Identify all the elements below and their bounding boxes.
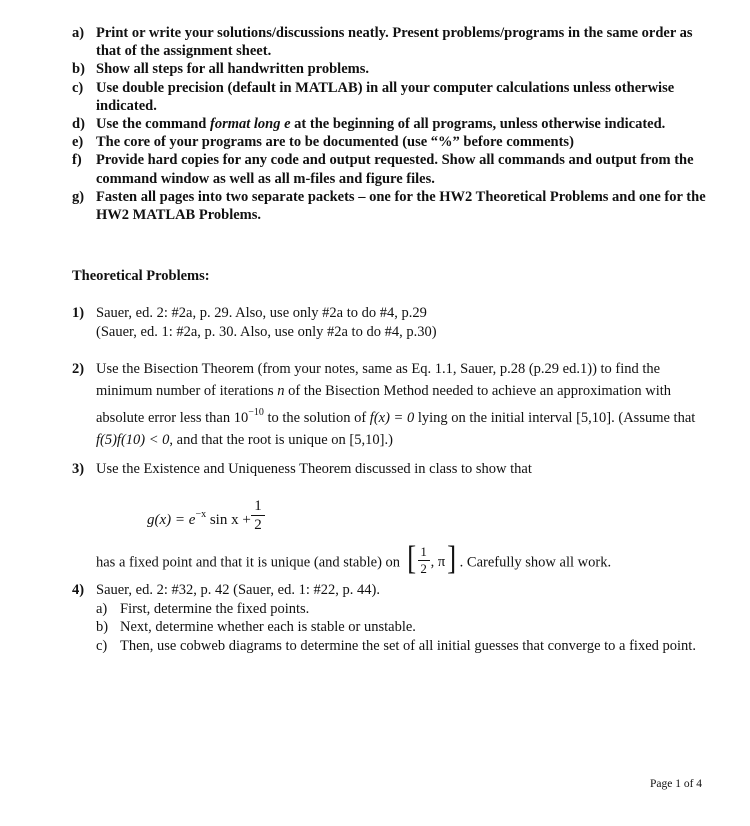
sign-condition: f(5)f(10) < 0 [96,431,170,448]
sub-label: a) [96,600,108,617]
sub-text: Then, use cobweb diagrams to determine the set of all initial guesses that converge to a fixed point. [120,637,696,654]
variable-n: n [277,382,285,399]
instruction-item [72,133,712,151]
instruction-text: Fasten all pages into two separate packets – one for the HW2 Theoretical Problems and one for the HW2 MATLAB Problems. [96,188,706,224]
problem-text: Sauer, ed. 2: #32, p. 42 (Sauer, ed. 1: #22, p. 44). [96,582,380,598]
text-run: Use the Bisection Theorem (from your notes, same as Eq. 1.1, Sauer, p.28 (p.29 ed.1)) to find the minimum number of iterations [96,361,661,399]
sub-label: b) [96,619,109,635]
formula-fraction [251,497,265,534]
problem-1 [72,304,712,341]
tolerance-base: 10 [233,410,249,426]
interval-fraction [418,544,430,577]
problem-number: 4) [72,582,85,598]
problem-text: (Sauer, ed. 1: #2a, p. 30. Also, use only #2a to do #4, p.30) [96,323,437,340]
instruction-item [72,24,712,60]
instruction-text: Print or write your solutions/discussions neatly. Present problems/programs in the same order as that of the assignment sheet. [96,25,693,60]
problem-4 [72,581,712,655]
fraction-numerator: 1 [254,498,262,514]
instruction-text: Use the command [96,116,210,133]
text-run: lying on the initial interval [5,10]. (Assume that [414,410,696,426]
instruction-text: The core of your programs are to be documented (use “%” before comments) [96,134,574,151]
problem-3-continuation [96,540,612,578]
page-number: Page 1 of 4 [650,778,703,790]
instruction-label: b) [72,61,85,78]
instruction-text: at the beginning of all programs, unless otherwise indicated. [290,116,666,133]
equation: f(x) = 0 [369,410,415,426]
instruction-item [72,60,712,78]
instruction-item [72,115,712,133]
text-run: . Carefully show all work. [459,554,612,571]
formula-g [147,497,287,543]
interval-denominator: 2 [420,561,427,576]
interval: [ 1 2 , π ] [406,540,457,577]
sub-item [96,618,712,637]
sub-label: c) [96,637,108,654]
instruction-label: f) [72,152,82,169]
formula-mid: sin x + [206,512,251,528]
instruction-item [72,151,712,187]
problem-number: 1) [72,305,85,321]
instruction-text: Use double precision (default in MATLAB) in all your computer calculations unless otherwise indicated. [96,79,675,114]
instruction-label: d) [72,116,85,133]
problem-text: Use the Existence and Uniqueness Theorem discussed in class to show that [96,461,532,477]
text-run: has a fixed point and that it is unique (and stable) on [96,554,404,571]
text-run: to the solution of [263,410,370,426]
section-heading: Theoretical Problems: [72,268,210,284]
instruction-item [72,188,712,224]
sub-text: First, determine the fixed points. [120,600,310,617]
sub-item [96,637,712,656]
fraction-denominator: 2 [254,517,262,533]
problem-number: 2) [72,361,85,377]
instruction-text: Show all steps for all handwritten problems. [96,61,369,78]
sub-text: Next, determine whether each is stable or unstable. [120,619,416,635]
command-name: format long e [209,116,291,133]
formula-exponent: −x [195,509,207,520]
instruction-label: e) [72,134,84,151]
instruction-label: a) [72,25,85,41]
problem-3 [72,459,712,481]
problem-text [72,359,712,451]
instruction-text: Provide hard copies for any code and output requested. Show all commands and output from the command window as well as all m-files and figure files. [96,152,694,187]
problem-2 [72,359,712,451]
interval-upper: , π [430,554,446,570]
problem-text: Sauer, ed. 2: #2a, p. 29. Also, use only #2a to do #4, p.29 [96,305,427,321]
instructions-list [72,24,712,224]
problem-number: 3) [72,461,85,477]
text-run: , and that the root is unique on [5,10].) [169,431,393,448]
interval-numerator: 1 [420,544,427,559]
tolerance-exponent: −10 [248,407,264,418]
formula-lhs: g(x) = e [147,512,196,528]
text-run: of the Bisection Method needed to achieve an approximation with absolute error less than [96,382,672,426]
sub-item [96,600,712,619]
instruction-item [72,79,712,115]
instruction-label: c) [72,79,84,96]
instruction-label: g) [72,188,85,205]
